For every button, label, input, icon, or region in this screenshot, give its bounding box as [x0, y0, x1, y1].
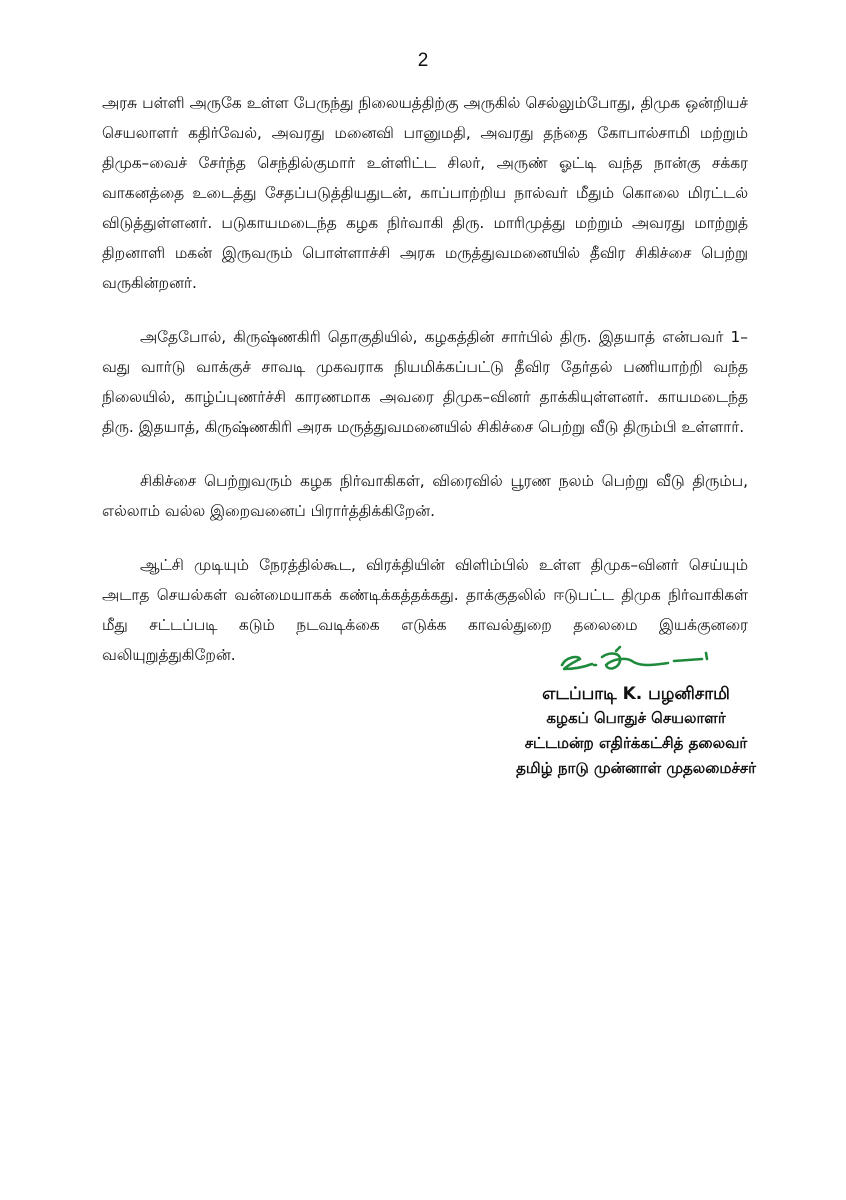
- page-number: 2: [417, 50, 429, 71]
- signatory-block: [486, 682, 786, 781]
- handwritten-signature: [556, 643, 716, 679]
- paragraph-1: அரசு பள்ளி அருகே உள்ள பேருந்து நிலையத்திற்கு அருகில் செல்லும்போது, திமுக ஒன்றியச் செயலாளர் கதிர்வேல், அவரது மனைவி பானுமதி, அவரது தந்தை கோபால்சாமி மற்றும் திமுக–வைச் சேர்ந்த செந்தில்குமார் உள்ளிட்ட சிலர், அருண் ஓட்டி வந்த நான்கு சக்கர வாகனத்தை உடைத்து சேதப்படுத்தியதுடன், காப்பாற்றிய நால்வர் மீதும் கொலை மிரட்டல் விடுத்துள்ளனர். படுகாயமடைந்த கழக நிர்வாகி திரு. மாரிமுத்து மற்றும் அவரது மாற்றுத் திறனாளி மகன் இருவரும் பொள்ளாச்சி அரசு மருத்துவமனையில் தீவிர சிகிச்சை பெற்று வருகின்றனர்.: [102, 94, 748, 292]
- paragraph-4: ஆட்சி முடியும் நேரத்தில்கூட, விரக்தியின் விளிம்பில் உள்ள திமுக–வினர் செய்யும் அடாத செயல்கள் வன்மையாகக் கண்டிக்கத்தக்கது. தாக்குதலில் ஈடுபட்ட திமுக நிர்வாகிகள் மீது சட்டப்படி கடும் நடவடிக்கை எடுக்க காவல்துறை தலைமை இயக்குனரை வலியுறுத்துகிறேன்.: [102, 556, 748, 664]
- signatory-title-3: தமிழ் நாடு முன்னாள் முதலமைச்சர்: [516, 759, 756, 777]
- paragraph-3: சிகிச்சை பெற்றுவரும் கழக நிர்வாகிகள், விரைவில் பூரண நலம் பெற்று வீடு திரும்ப, எல்லாம் வல்ல இறைவனைப் பிரார்த்திக்கிறேன்.: [102, 472, 748, 520]
- letter-body: [102, 88, 748, 694]
- signatory-title-1: கழகப் பொதுச் செயலாளர்: [546, 709, 726, 727]
- signatory-name: எடப்பாடி K. பழனிசாமி: [542, 684, 730, 704]
- signatory-title-2: சட்டமன்ற எதிர்க்கட்சித் தலைவர்: [524, 734, 748, 752]
- paragraph-2: அதேபோல், கிருஷ்ணகிரி தொகுதியில், கழகத்தின் சார்பில் திரு. இதயாத் என்பவர் 1–வது வார்டு வாக்குச் சாவடி முகவராக நியமிக்கப்பட்டு தீவிர தேர்தல் பணியாற்றி வந்த நிலையில், காழ்ப்புணர்ச்சி காரணமாக அவரை திமுக–வினர் தாக்கியுள்ளனர். காயமடைந்த திரு. இதயாத், கிருஷ்ணகிரி அரசு மருத்துவமனையில் சிகிச்சை பெற்று வீடு திரும்பி உள்ளார்.: [102, 328, 748, 436]
